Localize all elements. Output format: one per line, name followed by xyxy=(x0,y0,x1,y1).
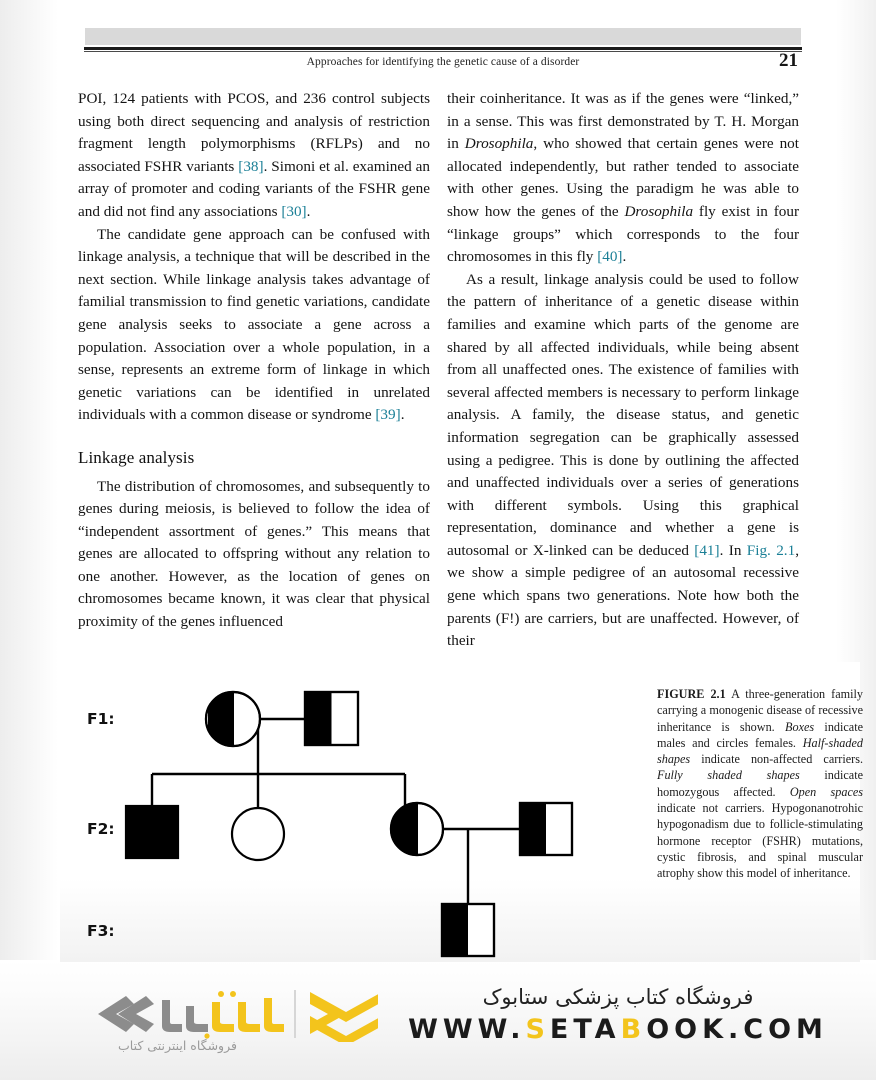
citation-link[interactable]: [40] xyxy=(597,248,623,266)
citation-link[interactable]: [30] xyxy=(281,202,307,220)
url-part: B xyxy=(620,1014,647,1045)
text-run: Drosophila xyxy=(464,135,534,153)
citation-link[interactable]: [39] xyxy=(375,406,401,424)
generation-label-f3: F3: xyxy=(87,922,115,940)
pedigree-symbol-f2-daughter-open xyxy=(232,808,284,860)
url-part: ETA xyxy=(549,1014,621,1045)
text-run: . xyxy=(306,202,311,220)
running-title: Approaches for identifying the genetic cause of a disorder xyxy=(306,56,580,68)
text-run: Open spaces xyxy=(789,784,863,799)
pedigree-symbol-f1-father xyxy=(305,692,358,745)
text-run: Boxes xyxy=(785,719,815,734)
paragraph-p1 xyxy=(78,88,430,224)
pedigree-symbol-f3-child xyxy=(442,904,494,956)
page-number: 21 xyxy=(779,50,798,71)
text-run: . Simoni et al. examined an array of promoter and coding variants of the FSHR gene and did not find any associations xyxy=(78,157,430,220)
footer-watermark xyxy=(0,972,876,1080)
running-head-rule xyxy=(84,47,802,50)
running-head-band xyxy=(85,28,801,45)
text-run: their coinheritance. It was as if the genes were “linked,” in a sense. This was first demonstrated by T. H. Morgan in xyxy=(447,90,799,153)
text-run: A three-generation family carrying a monogenic disease of recessive inheritance is shown. xyxy=(657,687,863,734)
citation-link[interactable]: [38] xyxy=(238,157,264,175)
body-column-left xyxy=(78,88,430,634)
paragraph-p2 xyxy=(78,224,430,427)
citation-link[interactable]: [41] xyxy=(694,541,720,559)
generation-label-f1: F1: xyxy=(87,710,115,728)
logo-caption-fa: فروشگاه اینترنتی کتاب xyxy=(118,1038,237,1053)
paragraph-p4 xyxy=(447,88,799,269)
section-heading-linkage-analysis: Linkage analysis xyxy=(78,447,195,467)
pedigree-symbol-f2-daughter-carrier xyxy=(391,803,443,855)
running-head-rule-thin xyxy=(84,51,802,52)
text-run: indicate not carriers. Hypogonanotrohic hypogonadism due to follicle-stimulating hormone receptor (FSHR) mutations, cystic fibrosis, and spinal muscular atrophy show this model of inheritance. xyxy=(657,801,863,881)
setabook-logo-mark xyxy=(78,986,378,1042)
figure-caption xyxy=(657,686,863,882)
citation-link[interactable]: Fig. 2.1 xyxy=(746,541,796,559)
text-run: POI, 124 patients with PCOS, and 236 control subjects using both direct sequencing and analysis of restriction fragment length polymorphisms (RFLPs) and no associated FSHR variants xyxy=(78,90,430,175)
left-column-section-paragraphs xyxy=(78,476,430,634)
text-run: , who showed that certain genes were not allocated independently, but rather tended to associate with other genes. Using the paradigm he was able to show how the genes of the xyxy=(447,135,799,220)
text-run: indicate males and circles females. xyxy=(657,719,864,750)
paragraph-p5 xyxy=(447,269,799,653)
generation-label-f2: F2: xyxy=(87,820,115,838)
text-run: indicate non-affected carriers. xyxy=(690,752,863,767)
pedigree-chart xyxy=(60,662,660,962)
paragraph-p3 xyxy=(78,476,430,634)
text-run: FIGURE 2.1 xyxy=(657,687,726,701)
left-column-paragraphs xyxy=(78,88,430,427)
brand-title-fa: فروشگاه کتاب پزشکی ستابوک xyxy=(482,985,754,1009)
pedigree-symbol-f1-mother xyxy=(206,692,260,746)
text-run: Fully shaded shapes xyxy=(657,768,800,783)
text-run: indicate homozygous affected. xyxy=(657,768,863,799)
pedigree-symbol-f2-son-affected xyxy=(126,806,178,858)
text-run: The distribution of chromosomes, and subsequently to genes during meiosis, is believed to follow the idea of “independent assortment of genes.” This means that genes are allocated to offspring without any relation to one another. However, as the location of genes on chromosomes became known, it was clear that physical proximity of the genes influenced xyxy=(78,477,430,631)
text-run: As a result, linkage analysis could be used to follow the pattern of inheritance of a genetic disease within families and examine which parts of the genome are shared by all affected individuals, while being absent from all unaffected ones. The existence of families with several affected members is necessary to perform linkage analysis. A family, the disease status, and genetic information segregation can be graphically assessed using a pedigree. This is done by outlining the affected and unaffected individuals over a series of generations with different symbols. Using this graphical representation, dominance and whether a gene is autosomal or X-linked can be deduced xyxy=(447,270,799,559)
text-run: Half-shaded shapes xyxy=(657,735,863,767)
text-run: . xyxy=(400,406,405,424)
brand-block xyxy=(408,982,828,1045)
url-part: S xyxy=(525,1014,550,1045)
figure-2-1 xyxy=(60,662,864,962)
text-run: . xyxy=(622,248,627,266)
right-column-paragraphs xyxy=(447,88,799,653)
pedigree-symbol-f2-spouse xyxy=(520,803,572,855)
text-run: , we show a simple pedigree of an autosomal recessive gene which spans two generations. Note how both the parents (F!) are carriers, but are unaffected. However, of their xyxy=(447,541,799,650)
url-part: OOK.COM xyxy=(646,1014,828,1045)
pedigree-connectors xyxy=(152,719,520,904)
page-edge-shading-left xyxy=(0,0,58,1080)
text-run: The candidate gene approach can be confused with linkage analysis, a technique that will be described in the next section. While linkage analysis takes advantage of familial transmission to find genetic variations, candidate gene analysis seeks to associate a gene across a population. Association over a whole population, in a sense, represents an extreme form of linkage in which genetic variations can be identified in unrelated individuals with a common disease or syndrome xyxy=(78,225,430,424)
brand-url xyxy=(408,1014,828,1045)
setabook-logo xyxy=(78,986,378,1066)
body-column-right xyxy=(447,88,799,653)
url-part: WWW. xyxy=(408,1014,526,1045)
text-run: Drosophila xyxy=(624,202,694,220)
text-run: . In xyxy=(719,541,747,559)
text-run: fly exist in four “linkage groups” which corresponds to the four chromosomes in this fly xyxy=(447,202,799,266)
